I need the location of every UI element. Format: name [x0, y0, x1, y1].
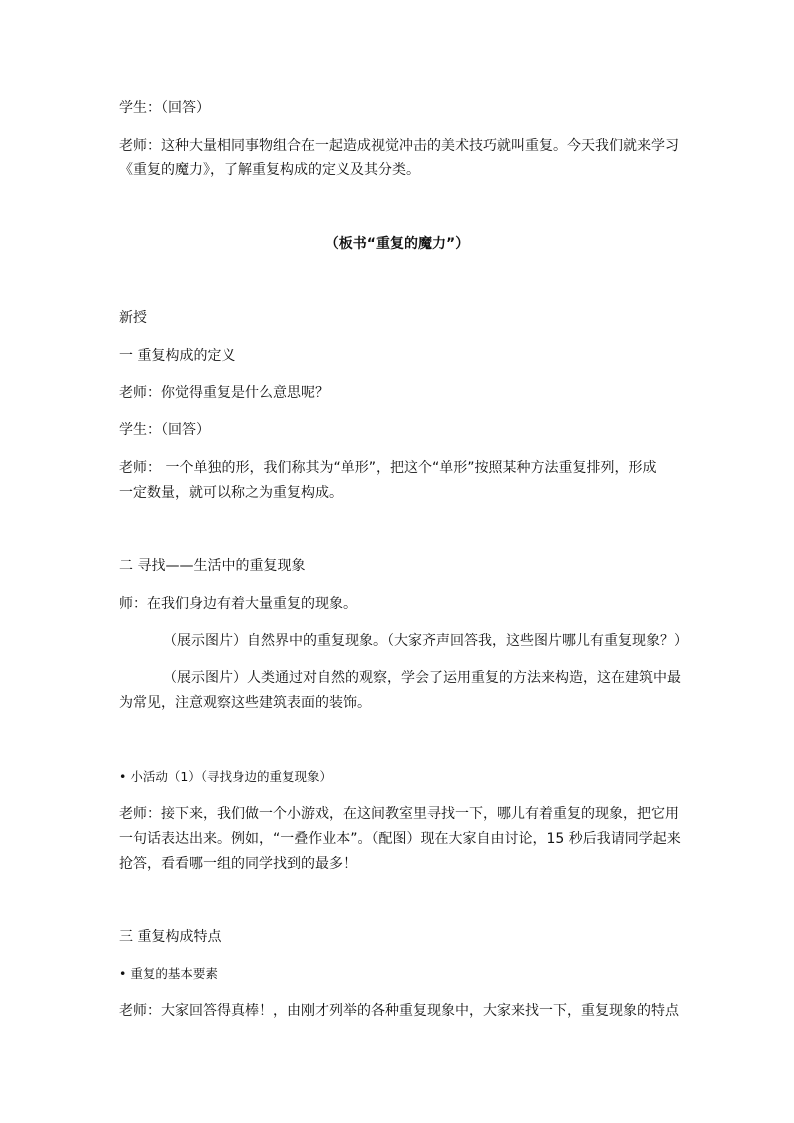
- text-line: 一定数量，就可以称之为重复构成。: [119, 485, 343, 501]
- section-heading: （板书“重复的魔力”）: [324, 236, 470, 252]
- text-line: （展示图片）自然界中的重复现象。（大家齐声回答我，这些图片哪儿有重复现象？）: [163, 633, 688, 649]
- text-line: 为常见，注意观察这些建筑表面的装饰。: [119, 695, 371, 711]
- text-line: 学生：（回答）: [119, 100, 210, 116]
- text-line: 老师：接下来，我们做一个小游戏，在这间教室里寻找一下，哪儿有着重复的现象，把它用: [119, 806, 679, 822]
- text-line: 一句话表达出来。例如，“一叠作业本”。（配图）现在大家自由讨论，15 秒后我请同学起来: [119, 831, 681, 847]
- text-line: （展示图片）人类通过对自然的观察，学会了运用重复的方法来构造，这在建筑中最: [163, 670, 681, 686]
- section-title: 二 寻找——生活中的重复现象: [119, 558, 306, 574]
- section-title: 三 重复构成特点: [119, 929, 222, 945]
- text-line: 老师：大家回答得真棒！，由刚才列举的各种重复现象中，大家来找一下，重复现象的特点: [119, 1003, 679, 1019]
- text-line: 抢答，看看哪一组的同学找到的最多！: [119, 856, 357, 872]
- text-line: 《重复的魔力》，了解重复构成的定义及其分类。: [119, 162, 420, 178]
- section-title: 一 重复构成的定义: [119, 348, 236, 364]
- bullet-item: • 小活动（1）（寻找身边的重复现象）: [119, 769, 333, 784]
- text-line: 新授: [119, 310, 147, 326]
- bullet-item: • 重复的基本要素: [119, 966, 218, 981]
- text-line: 学生：（回答）: [119, 422, 210, 438]
- text-line: 师：在我们身边有着大量重复的现象。: [119, 596, 357, 612]
- text-line: 老师：这种大量相同事物组合在一起造成视觉冲击的美术技巧就叫重复。今天我们就来学习: [119, 138, 679, 154]
- text-line: 老师：你觉得重复是什么意思呢？: [119, 385, 329, 401]
- text-line: 老师： 一个单独的形，我们称其为“单形”，把这个“单形”按照某种方法重复排列，形成: [119, 460, 657, 476]
